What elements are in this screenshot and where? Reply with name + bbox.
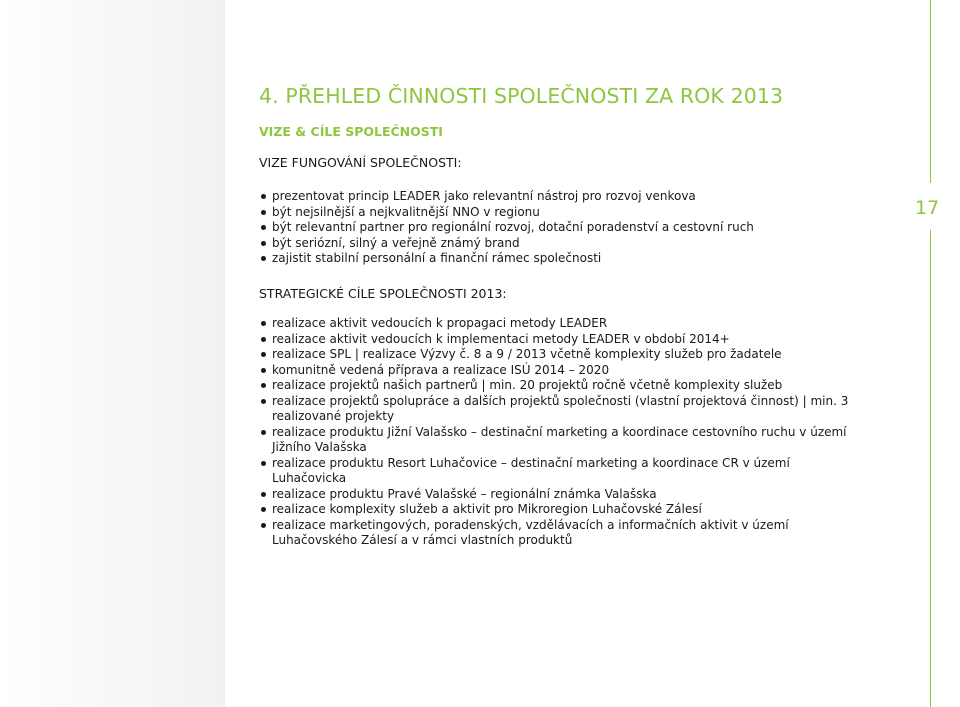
bullet-icon — [261, 368, 266, 373]
bullet-icon — [261, 210, 266, 215]
bullet-icon — [261, 321, 266, 326]
list-item: realizace projektů našich partnerů | min. 20 projektů ročně včetně komplexity služeb — [260, 378, 850, 394]
page-title: 4. PŘEHLED ČINNOSTI SPOLEČNOSTI ZA ROK 2013 — [259, 84, 784, 108]
list-item: komunitně vedená příprava a realizace ISÚ 2014 – 2020 — [260, 363, 850, 379]
bullet-icon — [261, 256, 266, 261]
list-item: být seriózní, silný a veřejně známý brand — [260, 236, 820, 252]
list-item: realizace produktu Pravé Valašské – regionální známka Valašska — [260, 487, 850, 503]
list-item: realizace aktivit vedoucích k propagaci metody LEADER — [260, 316, 850, 332]
page-rule-top — [930, 0, 931, 183]
list-item: realizace komplexity služeb a aktivit pro Mikroregion Luhačovské Zálesí — [260, 502, 850, 518]
list-item: realizace projektů spolupráce a dalších projektů společnosti (vlastní projektová činnost) | min. 3 realizované projekty — [260, 394, 850, 425]
bullet-icon — [261, 194, 266, 199]
vision-heading: VIZE FUNGOVÁNÍ SPOLEČNOSTI: — [259, 155, 462, 170]
list-item: realizace aktivit vedoucích k implementaci metody LEADER v období 2014+ — [260, 332, 850, 348]
bullet-icon — [261, 523, 266, 528]
left-margin-band — [0, 0, 225, 707]
bullet-icon — [261, 492, 266, 497]
bullet-icon — [261, 241, 266, 246]
list-item: realizace marketingových, poradenských, vzdělávacích a informačních aktivit v území Luhačovského Zálesí a v rámci vlastních produktů — [260, 518, 850, 549]
bullet-icon — [261, 430, 266, 435]
strategic-heading: STRATEGICKÉ CÍLE SPOLEČNOSTI 2013: — [259, 286, 507, 301]
bullet-icon — [261, 507, 266, 512]
list-item: zajistit stabilní personální a finanční rámec společnosti — [260, 251, 820, 267]
bullet-icon — [261, 352, 266, 357]
bullet-icon — [261, 225, 266, 230]
list-item: být relevantní partner pro regionální rozvoj, dotační poradenství a cestovní ruch — [260, 220, 820, 236]
list-item: realizace produktu Resort Luhačovice – destinační marketing a koordinace CR v území Luhačovicka — [260, 456, 850, 487]
bullet-icon — [261, 399, 266, 404]
strategic-list — [260, 316, 850, 549]
page-number: 17 — [915, 197, 940, 219]
bullet-icon — [261, 383, 266, 388]
list-item: prezentovat princip LEADER jako relevantní nástroj pro rozvoj venkova — [260, 189, 820, 205]
page-rule-bottom — [930, 230, 931, 707]
bullet-icon — [261, 461, 266, 466]
list-item: realizace SPL | realizace Výzvy č. 8 a 9 / 2013 včetně komplexity služeb pro žadatele — [260, 347, 850, 363]
list-item: být nejsilnější a nejkvalitnější NNO v regionu — [260, 205, 820, 221]
vision-list — [260, 189, 820, 267]
list-item: realizace produktu Jižní Valašsko – destinační marketing a koordinace cestovního ruchu v území Jižního Valašska — [260, 425, 850, 456]
section-title: VIZE & CÍLE SPOLEČNOSTI — [259, 124, 443, 139]
bullet-icon — [261, 337, 266, 342]
